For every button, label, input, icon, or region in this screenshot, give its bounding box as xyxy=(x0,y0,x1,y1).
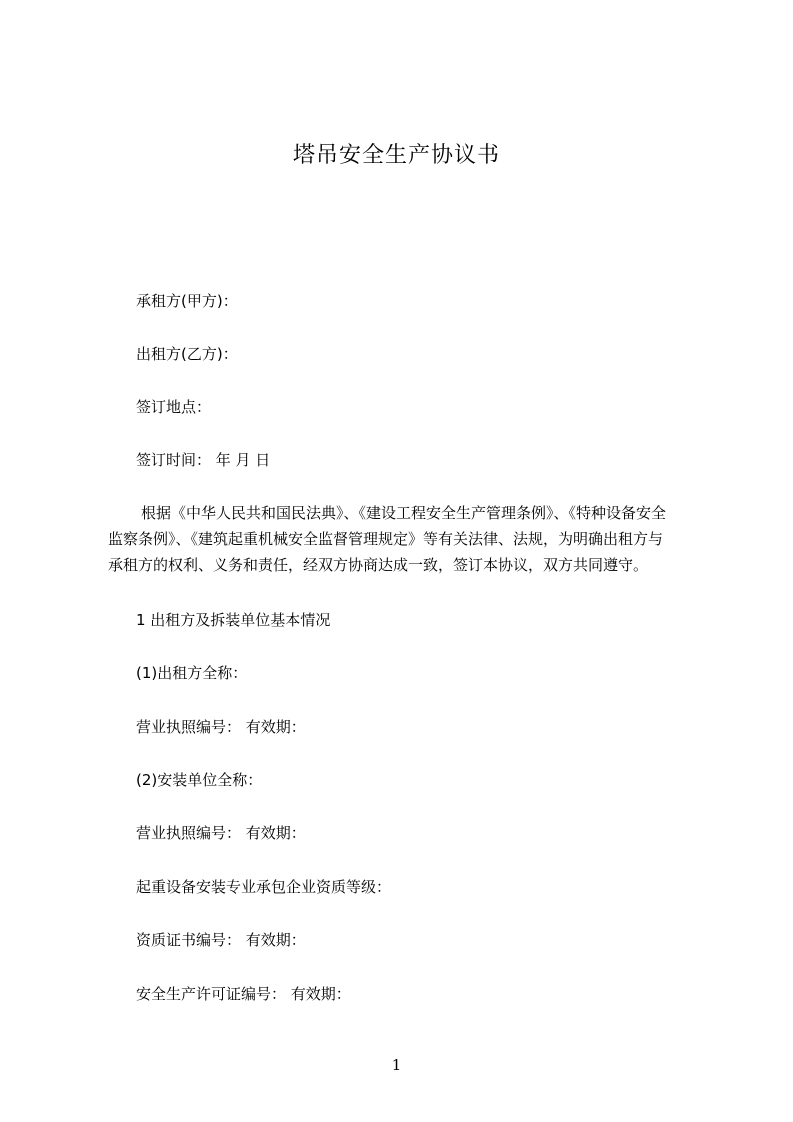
preamble-line-2: 监察条例》、《建筑起重机械安全监督管理规定》等有关法律、法规，为明确出租方与 xyxy=(108,530,664,548)
preamble-paragraph xyxy=(108,500,708,578)
document-title: 塔吊安全生产协议书 xyxy=(292,143,500,168)
lessor-license-field: 营业执照编号： 有效期： xyxy=(136,718,306,736)
installer-license-field: 营业执照编号： 有效期： xyxy=(136,824,306,842)
preamble-line-3: 承租方的权利、义务和责任，经双方协商达成一致，签订本协议，双方共同遵守。 xyxy=(108,556,649,574)
qualification-cert-field: 资质证书编号： 有效期： xyxy=(136,931,306,949)
preamble-line-1: 根据《中华人民共和国民法典》、《建设工程安全生产管理条例》、《特种设备安全 xyxy=(141,504,667,522)
lessor-name-field: (1)出租方全称： xyxy=(136,664,248,682)
sign-time-field: 签订时间： 年 月 日 xyxy=(136,451,271,469)
safety-permit-field: 安全生产许可证编号： 有效期： xyxy=(136,985,351,1003)
installer-name-field: (2)安装单位全称： xyxy=(136,771,263,789)
page-number: 1 xyxy=(391,1056,402,1074)
lessor-field: 出租方(乙方)： xyxy=(136,345,238,363)
lessee-field: 承租方(甲方)： xyxy=(136,292,238,310)
sign-place-field: 签订地点： xyxy=(136,398,212,416)
section-1-heading: 1 出租方及拆装单位基本情况 xyxy=(136,611,331,629)
qualification-level-field: 起重设备安装专业承包企业资质等级： xyxy=(136,878,392,896)
